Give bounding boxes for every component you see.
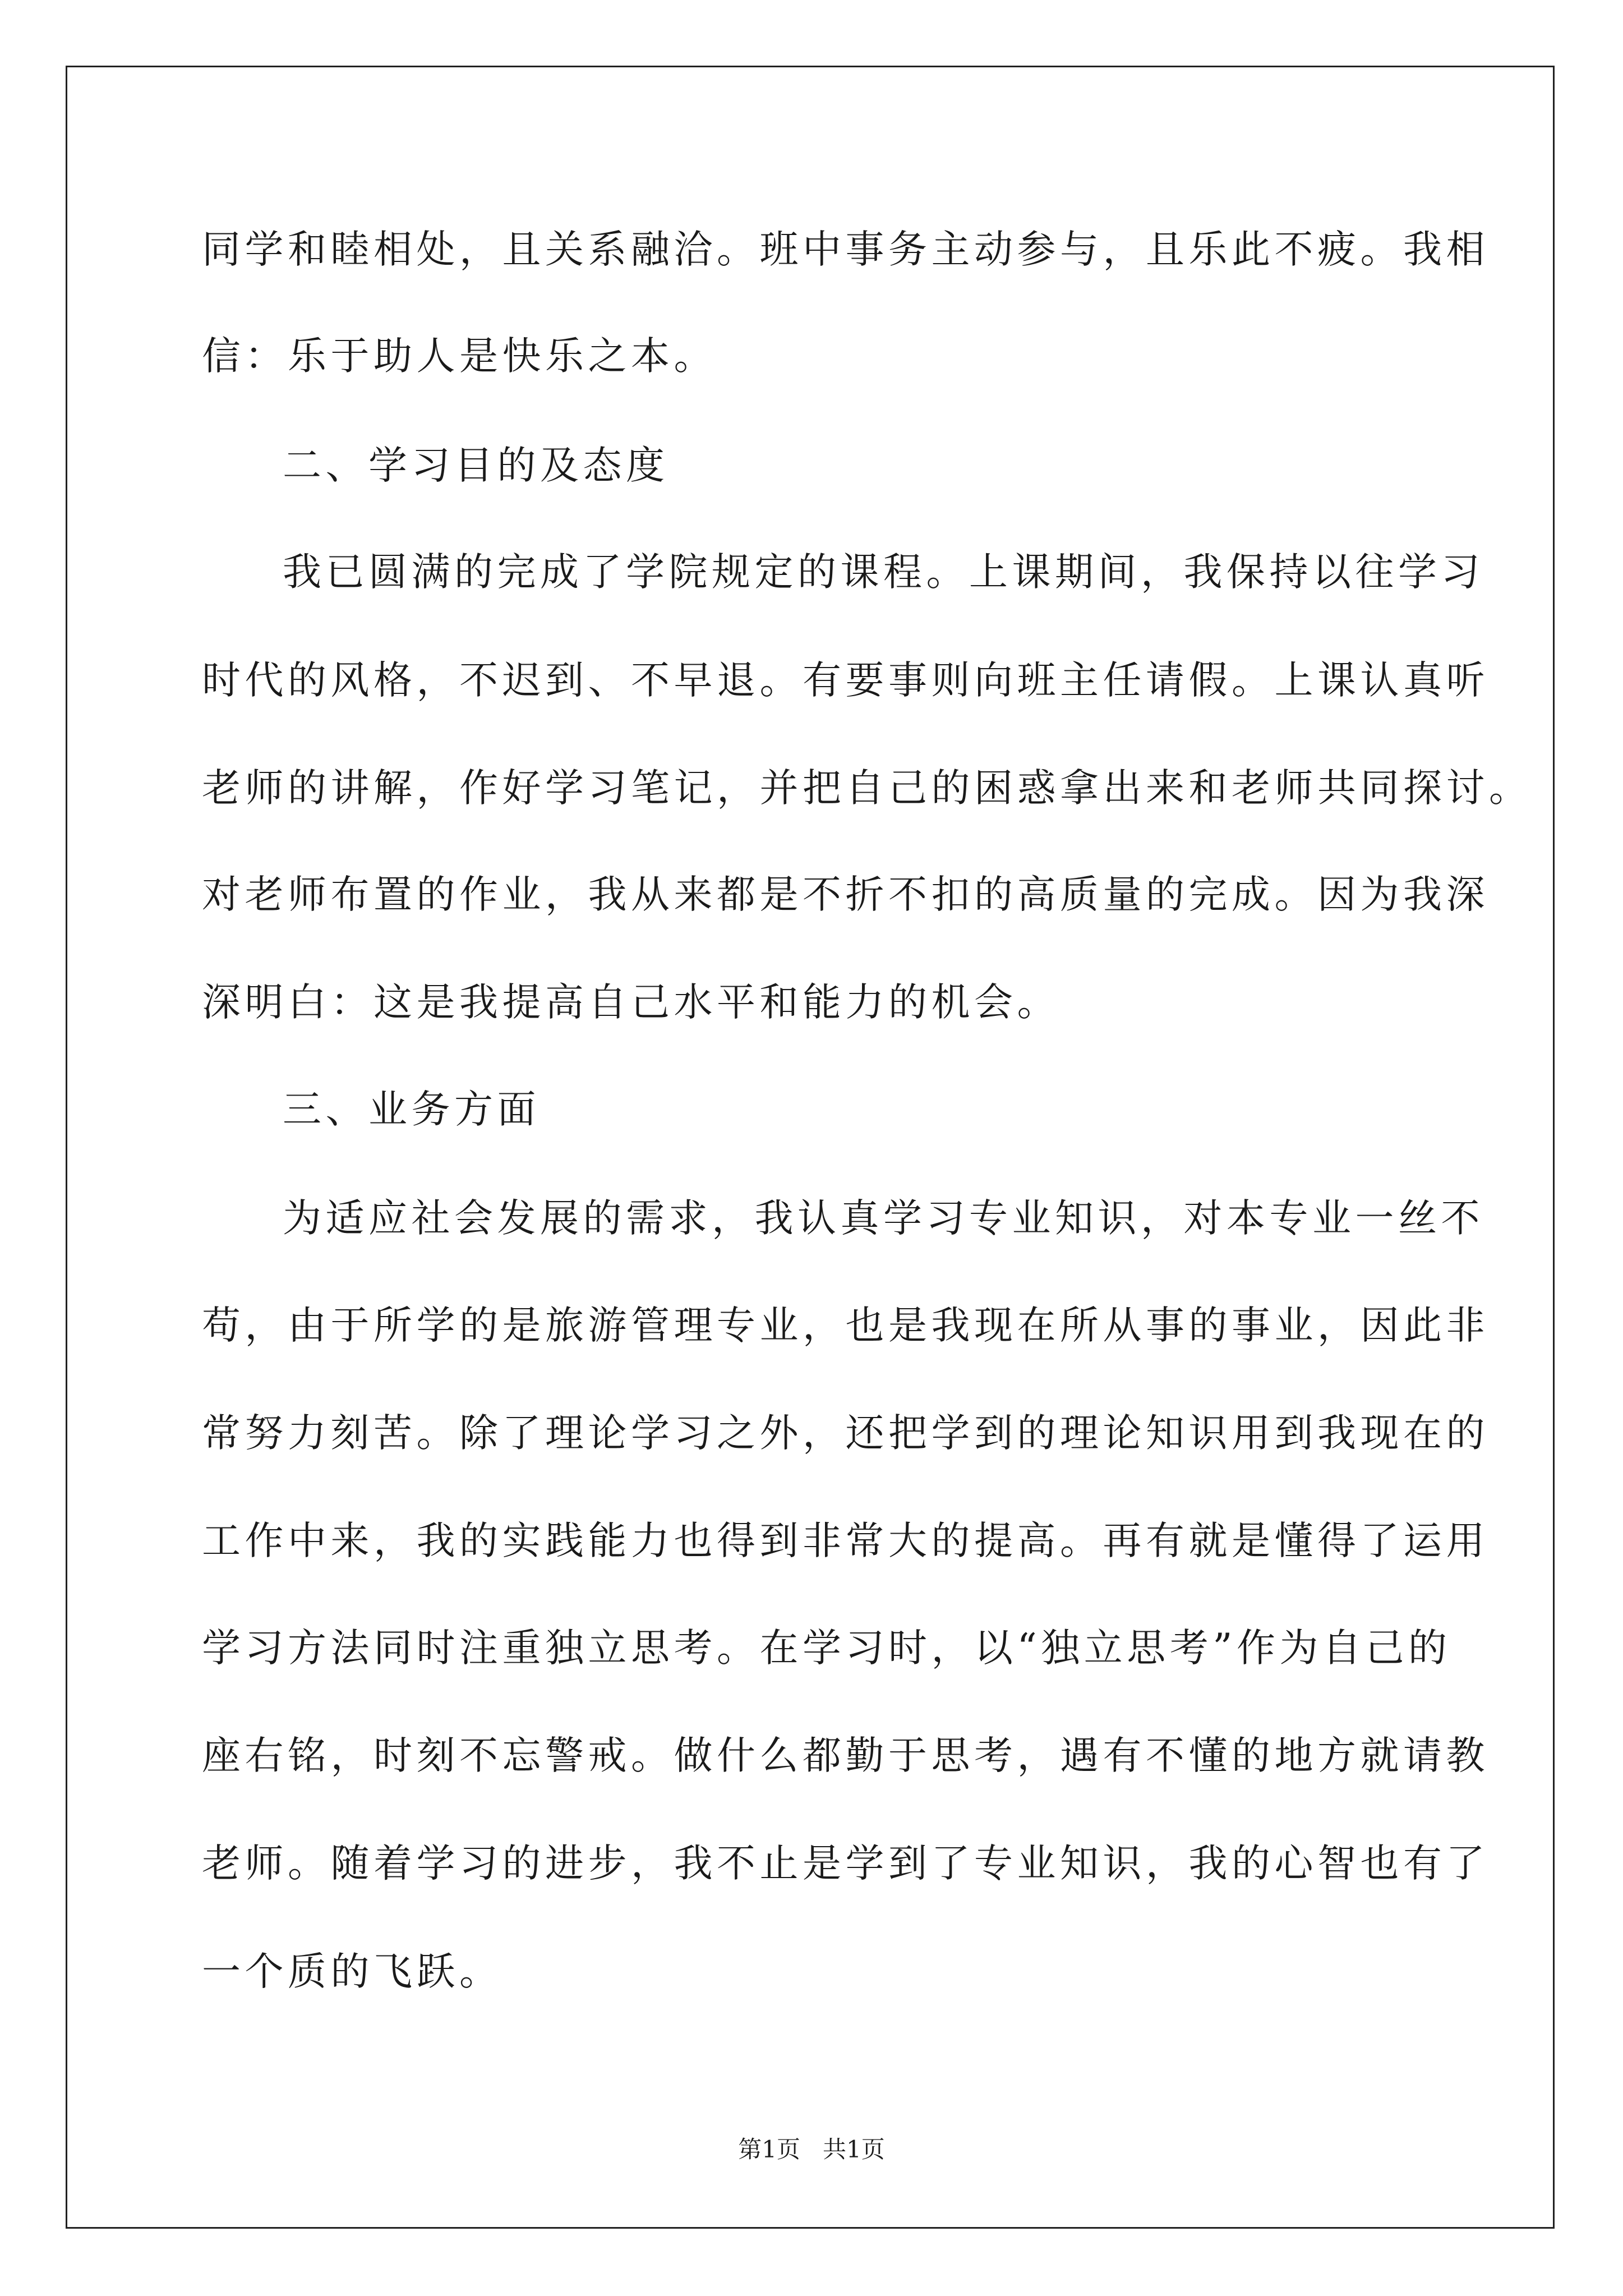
paragraph-line: 常努力刻苦。除了理论学习之外，还把学到的理论知识用到我现在的 [202, 1411, 1489, 1456]
paragraph-line: 一个质的飞跃。 [202, 1949, 502, 1994]
paragraph-line: 工作中来，我的实践能力也得到非常大的提高。再有就是懂得了运用 [202, 1519, 1489, 1563]
paragraph-line: 学习方法同时注重独立思考。在学习时，以“独立思考”作为自己的 [202, 1626, 1451, 1671]
section-heading: 二、学习目的及态度 [283, 443, 669, 488]
paragraph-line: 为适应社会发展的需求，我认真学习专业知识，对本专业一丝不 [283, 1196, 1484, 1241]
paragraph-line: 老师的讲解，作好学习笔记，并把自己的困惑拿出来和老师共同探讨。 [202, 766, 1532, 811]
section-heading: 三、业务方面 [283, 1087, 540, 1132]
paragraph-line: 我已圆满的完成了学院规定的课程。上课期间，我保持以往学习 [283, 550, 1484, 595]
page-number-footer: 第1页 共1页 [738, 2136, 885, 2163]
paragraph-line: 信：乐于助人是快乐之本。 [202, 334, 717, 379]
paragraph-line: 苟，由于所学的是旅游管理专业，也是我现在所从事的事业，因此非 [202, 1303, 1489, 1348]
page-border [66, 66, 1555, 2229]
paragraph-line: 对老师布置的作业，我从来都是不折不扣的高质量的完成。因为我深 [202, 872, 1489, 917]
paragraph-line: 时代的风格，不迟到、不早退。有要事则向班主任请假。上课认真听 [202, 658, 1489, 703]
paragraph-line: 深明白：这是我提高自己水平和能力的机会。 [202, 980, 1060, 1025]
paragraph-line: 座右铭，时刻不忘警戒。做什么都勤于思考，遇有不懂的地方就请教 [202, 1733, 1489, 1778]
paragraph-line: 老师。随着学习的进步，我不止是学到了专业知识，我的心智也有了 [202, 1841, 1489, 1886]
paragraph-line: 同学和睦相处，且关系融洽。班中事务主动参与，且乐此不疲。我相 [202, 227, 1489, 272]
